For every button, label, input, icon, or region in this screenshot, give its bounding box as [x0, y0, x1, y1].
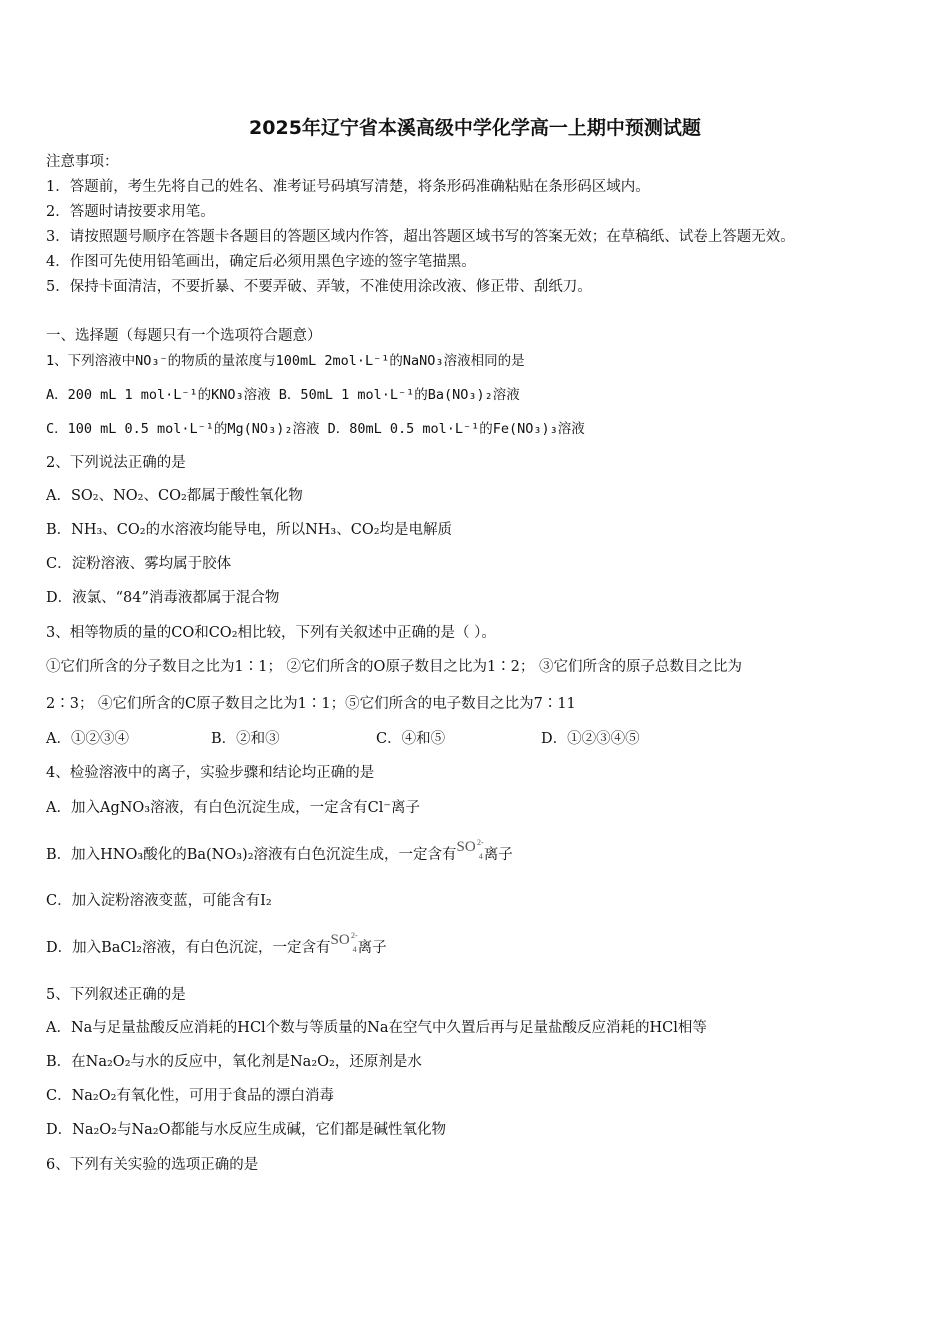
- sulfate-ion-formula: [330, 930, 358, 954]
- q4-option-b-text: B．加入HNO₃酸化的Ba(NO₃)₂溶液有白色沉淀生成，一定含有: [46, 847, 457, 863]
- notice-item-2: 2．答题时请按要求用笔。: [46, 204, 215, 220]
- q3-option-c: C．④和⑤: [376, 731, 446, 747]
- q2-option-a: A．SO₂、NO₂、CO₂都属于酸性氧化物: [46, 488, 303, 504]
- q4-option-d: [46, 931, 387, 958]
- q4-stem: 4、检验溶液中的离子，实验步骤和结论均正确的是: [46, 765, 375, 781]
- ion-charge: 2-: [477, 838, 484, 847]
- ion-subscript: 4: [352, 945, 357, 954]
- q4-option-d-suffix: 离子: [357, 940, 387, 956]
- ion-base: SO: [330, 932, 350, 948]
- q4-option-d-text: D．加入BaCl₂溶液，有白色沉淀，一定含有: [46, 940, 331, 956]
- q2-option-b: B．NH₃、CO₂的水溶液均能导电，所以NH₃、CO₂均是电解质: [46, 522, 453, 538]
- q5-option-d: D．Na₂O₂与Na₂O都能与水反应生成碱，它们都是碱性氧化物: [46, 1122, 447, 1138]
- q4-option-c: C．加入淀粉溶液变蓝，可能含有I₂: [46, 893, 272, 909]
- q2-stem: 2、下列说法正确的是: [46, 455, 186, 471]
- q3-options: [46, 729, 906, 749]
- q3-statement-line-1: ①它们所含的分子数目之比为1∶1； ②它们所含的O原子数目之比为1∶2； ③它们所含的原子总数目之比为: [46, 659, 743, 675]
- q3-stem: 3、相等物质的量的CO和CO₂相比较，下列有关叙述中正确的是（ ）。: [46, 625, 496, 641]
- q4-option-b: [46, 838, 513, 865]
- notice-item-1: 1．答题前，考生先将自己的姓名、准考证号码填写清楚，将条形码准确粘贴在条形码区域内。: [46, 179, 650, 195]
- notice-item-3: 3．请按照题号顺序在答题卡各题目的答题区域内作答，超出答题区域书写的答案无效；在草稿纸、试卷上答题无效。: [46, 229, 795, 245]
- q4-option-b-suffix: 离子: [483, 847, 513, 863]
- q4-option-a: A．加入AgNO₃溶液，有白色沉淀生成，一定含有Cl⁻离子: [46, 800, 420, 816]
- q3-statement-line-2: 2∶3； ④它们所含的C原子数目之比为1∶1；⑤它们所含的电子数目之比为7∶11: [46, 696, 576, 712]
- q3-option-b: B．②和③: [211, 731, 280, 747]
- notice-heading: 注意事项：: [46, 154, 119, 170]
- q1-options-cd: C．100 mL 0.5 mol·L⁻¹的Mg(NO₃)₂溶液 D．80mL 0.5 mol·L⁻¹的Fe(NO₃)₃溶液: [46, 421, 585, 437]
- sulfate-ion-formula: [456, 837, 484, 861]
- q5-option-b: B．在Na₂O₂与水的反应中，氧化剂是Na₂O₂，还原剂是水: [46, 1054, 422, 1070]
- q2-option-c: C．淀粉溶液、雾均属于胶体: [46, 556, 232, 572]
- page-title: 2025年辽宁省本溪高级中学化学高一上期中预测试题: [249, 117, 701, 139]
- ion-subscript: 4: [478, 852, 483, 861]
- q5-stem: 5、下列叙述正确的是: [46, 987, 186, 1003]
- q1-options-ab: A．200 mL 1 mol·L⁻¹的KNO₃溶液 B．50mL 1 mol·L⁻¹的Ba(NO₃)₂溶液: [46, 387, 520, 403]
- q3-option-a: A．①②③④: [46, 731, 129, 747]
- q1-stem: 1、下列溶液中NO₃⁻的物质的量浓度与100mL 2mol·L⁻¹的NaNO₃溶液相同的是: [46, 353, 525, 369]
- q2-option-d: D．液氯、“84”消毒液都属于混合物: [46, 590, 280, 606]
- q3-option-d: D．①②③④⑤: [541, 731, 640, 747]
- ion-charge: 2-: [351, 931, 358, 940]
- q5-option-c: C．Na₂O₂有氧化性，可用于食品的漂白消毒: [46, 1088, 334, 1104]
- ion-base: SO: [456, 839, 476, 855]
- notice-item-4: 4．作图可先使用铅笔画出，确定后必须用黑色字迹的签字笔描黑。: [46, 254, 476, 270]
- q6-stem: 6、下列有关实验的选项正确的是: [46, 1157, 259, 1173]
- q5-option-a: A．Na与足量盐酸反应消耗的HCl个数与等质量的Na在空气中久置后再与足量盐酸反应消耗的HCl相等: [46, 1020, 707, 1036]
- notice-item-5: 5．保持卡面清洁，不要折暴、不要弄破、弄皱，不准使用涂改液、修正带、刮纸刀。: [46, 279, 592, 295]
- section-heading: 一、选择题（每题只有一个选项符合题意）: [46, 328, 322, 344]
